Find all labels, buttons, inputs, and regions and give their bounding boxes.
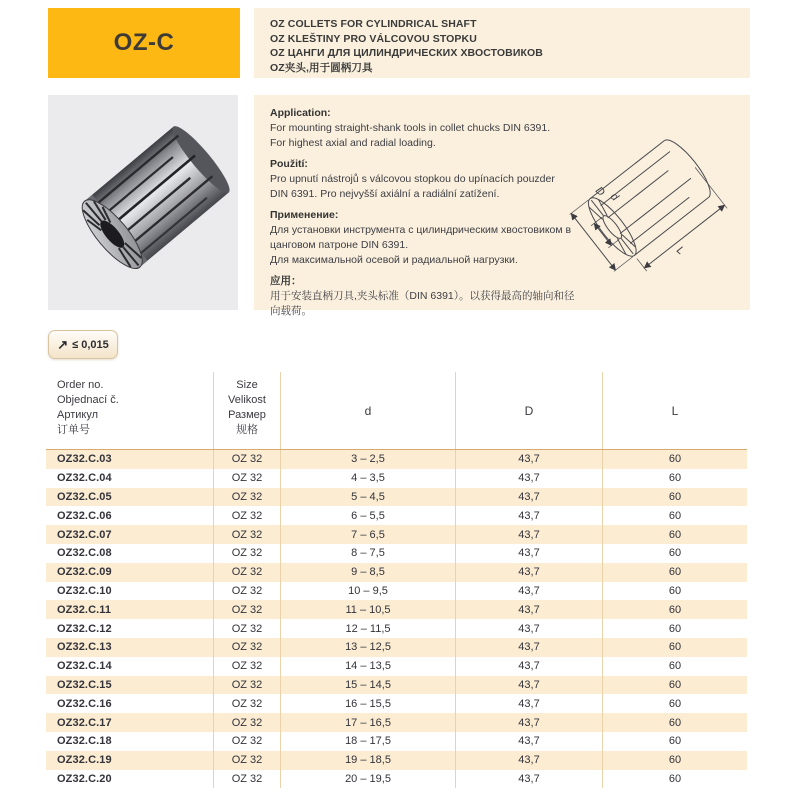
L-cell: 60 [602, 488, 747, 507]
size-cell: OZ 32 [213, 619, 280, 638]
size-cell: OZ 32 [213, 694, 280, 713]
application-line: Pro upnutí nástrojů s válcovou stopkou do upínacích pouzder [270, 173, 555, 185]
header-line: 订单号 [57, 424, 90, 436]
header-line: Objednací č. [57, 394, 119, 406]
table-row [46, 770, 747, 789]
application-line: DIN 6391. Pro nejvyšší axiální a radiální zatížení. [270, 188, 500, 200]
D-cell: 43,7 [455, 694, 602, 713]
D-cell: 43,7 [455, 506, 602, 525]
table-row [46, 713, 747, 732]
header-line: Размер [228, 409, 266, 421]
d-cell: 18 – 17,5 [280, 732, 455, 751]
table-row [46, 469, 747, 488]
D-cell: 43,7 [455, 563, 602, 582]
header-line: Артикул [57, 409, 99, 421]
product-code: OZ-C [113, 29, 175, 56]
title-cz: OZ KLEŠTINY PRO VÁLCOVOU STOPKU [270, 32, 477, 45]
runout-tolerance-badge [48, 330, 118, 359]
application-line: Для максимальной осевой и радиальной нагрузки. [270, 254, 518, 266]
size-cell: OZ 32 [213, 638, 280, 657]
application-heading-en: Application: [270, 107, 331, 119]
d-cell: 15 – 14,5 [280, 676, 455, 695]
D-cell: 43,7 [455, 676, 602, 695]
dim-label-L: L [674, 244, 687, 258]
size-cell: OZ 32 [213, 600, 280, 619]
product-code-box [48, 8, 240, 78]
size-cell: OZ 32 [213, 544, 280, 563]
order-no-cell: OZ32.C.04 [57, 472, 112, 485]
order-no-cell: OZ32.C.07 [57, 528, 112, 541]
L-cell: 60 [602, 544, 747, 563]
title-ru: OZ ЦАНГИ ДЛЯ ЦИЛИНДРИЧЕСКИХ ХВОСТОВИКОВ [270, 47, 543, 59]
order-no-cell: OZ32.C.12 [57, 622, 112, 635]
application-section-cz [270, 157, 580, 202]
D-cell: 43,7 [455, 525, 602, 544]
application-heading-cn: 应用： [270, 275, 302, 287]
order-no-cell: OZ32.C.11 [57, 603, 112, 616]
order-no-cell: OZ32.C.10 [57, 584, 112, 597]
L-cell: 60 [602, 450, 747, 469]
table-row [46, 525, 747, 544]
D-cell: 43,7 [455, 582, 602, 601]
L-cell: 60 [602, 770, 747, 789]
D-cell: 43,7 [455, 619, 602, 638]
size-cell: OZ 32 [213, 506, 280, 525]
size-cell: OZ 32 [213, 657, 280, 676]
table-row [46, 732, 747, 751]
size-cell: OZ 32 [213, 770, 280, 789]
order-no-cell: OZ32.C.17 [57, 716, 112, 729]
table-row [46, 506, 747, 525]
size-cell: OZ 32 [213, 732, 280, 751]
size-cell: OZ 32 [213, 488, 280, 507]
header-D: D [455, 372, 602, 449]
order-no-cell: OZ32.C.03 [57, 453, 112, 466]
title-panel [254, 8, 750, 78]
table-row [46, 450, 747, 469]
title-cn: OZ夹头,用于圆柄刀具 [270, 61, 373, 74]
order-no-cell: OZ32.C.19 [57, 754, 112, 767]
size-cell: OZ 32 [213, 525, 280, 544]
d-cell: 5 – 4,5 [280, 488, 455, 507]
d-cell: 16 – 15,5 [280, 694, 455, 713]
size-cell: OZ 32 [213, 676, 280, 695]
d-cell: 13 – 12,5 [280, 638, 455, 657]
table-row [46, 544, 747, 563]
order-no-cell: OZ32.C.20 [57, 772, 112, 785]
L-cell: 60 [602, 525, 747, 544]
order-no-cell: OZ32.C.05 [57, 490, 112, 503]
d-cell: 7 – 6,5 [280, 525, 455, 544]
order-no-cell: OZ32.C.08 [57, 547, 112, 560]
L-cell: 60 [602, 732, 747, 751]
L-cell: 60 [602, 694, 747, 713]
L-cell: 60 [602, 619, 747, 638]
d-cell: 9 – 8,5 [280, 563, 455, 582]
d-cell: 11 – 10,5 [280, 600, 455, 619]
order-no-cell: OZ32.C.16 [57, 697, 112, 710]
header-line: Size [236, 379, 258, 391]
application-line: For mounting straight-shank tools in collet chucks DIN 6391. [270, 122, 551, 134]
application-section-ru [270, 208, 580, 268]
table-row [46, 638, 747, 657]
size-cell: OZ 32 [213, 582, 280, 601]
header-order-no [46, 372, 213, 449]
table-row [46, 488, 747, 507]
application-panel [254, 95, 750, 317]
table-row [46, 582, 747, 601]
header-size [213, 372, 280, 449]
L-cell: 60 [602, 469, 747, 488]
D-cell: 43,7 [455, 488, 602, 507]
d-cell: 20 – 19,5 [280, 770, 455, 789]
runout-arrow-icon: ↗ [57, 337, 69, 352]
d-cell: 4 – 3,5 [280, 469, 455, 488]
order-no-cell: OZ32.C.15 [57, 678, 112, 691]
application-line: цанговом патроне DIN 6391. [270, 239, 409, 251]
size-cell: OZ 32 [213, 469, 280, 488]
L-cell: 60 [602, 713, 747, 732]
L-cell: 60 [602, 751, 747, 770]
D-cell: 43,7 [455, 713, 602, 732]
d-cell: 8 – 7,5 [280, 544, 455, 563]
L-cell: 60 [602, 600, 747, 619]
L-cell: 60 [602, 582, 747, 601]
table-row [46, 694, 747, 713]
table-header [46, 372, 747, 450]
size-cell: OZ 32 [213, 713, 280, 732]
application-line: For highest axial and radial loading. [270, 137, 436, 149]
L-cell: 60 [602, 563, 747, 582]
product-photo [48, 95, 238, 310]
application-section-cn [270, 274, 580, 319]
application-line: Для установки инструмента с цилиндрическим хвостовиком в [270, 224, 572, 236]
header-line: 规格 [236, 424, 258, 436]
header-line: Order no. [57, 379, 104, 391]
d-cell: 19 – 18,5 [280, 751, 455, 770]
application-line: 用于安装直柄刀具,夹头标准（DIN 6391）。以获得最高的轴向和径向载荷。 [270, 290, 575, 317]
d-cell: 10 – 9,5 [280, 582, 455, 601]
order-no-cell: OZ32.C.14 [57, 660, 112, 673]
order-no-cell: OZ32.C.18 [57, 735, 112, 748]
L-cell: 60 [602, 506, 747, 525]
D-cell: 43,7 [455, 732, 602, 751]
D-cell: 43,7 [455, 600, 602, 619]
title-en: OZ COLLETS FOR CYLINDRICAL SHAFT [270, 18, 477, 30]
table-row [46, 619, 747, 638]
size-cell: OZ 32 [213, 751, 280, 770]
application-section-en [270, 106, 580, 151]
order-no-cell: OZ32.C.06 [57, 509, 112, 522]
d-cell: 17 – 16,5 [280, 713, 455, 732]
d-cell: 12 – 11,5 [280, 619, 455, 638]
table-row [46, 600, 747, 619]
D-cell: 43,7 [455, 544, 602, 563]
D-cell: 43,7 [455, 751, 602, 770]
application-heading-ru: Применение: [270, 209, 339, 221]
L-cell: 60 [602, 676, 747, 695]
header-L: L [602, 372, 747, 449]
application-heading-cz: Použití: [270, 158, 308, 170]
order-no-cell: OZ32.C.13 [57, 641, 112, 654]
collet-photo-illustration [48, 95, 238, 310]
header-d: d [280, 372, 455, 449]
L-cell: 60 [602, 657, 747, 676]
table-row [46, 676, 747, 695]
D-cell: 43,7 [455, 469, 602, 488]
D-cell: 43,7 [455, 770, 602, 789]
spec-table [46, 372, 747, 788]
table-row [46, 751, 747, 770]
size-cell: OZ 32 [213, 450, 280, 469]
order-no-cell: OZ32.C.09 [57, 566, 112, 579]
D-cell: 43,7 [455, 638, 602, 657]
dim-label-d: d [607, 190, 621, 204]
d-cell: 14 – 13,5 [280, 657, 455, 676]
size-cell: OZ 32 [213, 563, 280, 582]
header-line: Velikost [228, 394, 266, 406]
collet-dimension-drawing [538, 103, 748, 308]
D-cell: 43,7 [455, 450, 602, 469]
d-cell: 3 – 2,5 [280, 450, 455, 469]
table-body [46, 450, 747, 788]
table-row [46, 657, 747, 676]
L-cell: 60 [602, 638, 747, 657]
d-cell: 6 – 5,5 [280, 506, 455, 525]
table-row [46, 563, 747, 582]
dim-label-D: D [592, 184, 607, 199]
D-cell: 43,7 [455, 657, 602, 676]
runout-value: ≤ 0,015 [72, 338, 109, 351]
